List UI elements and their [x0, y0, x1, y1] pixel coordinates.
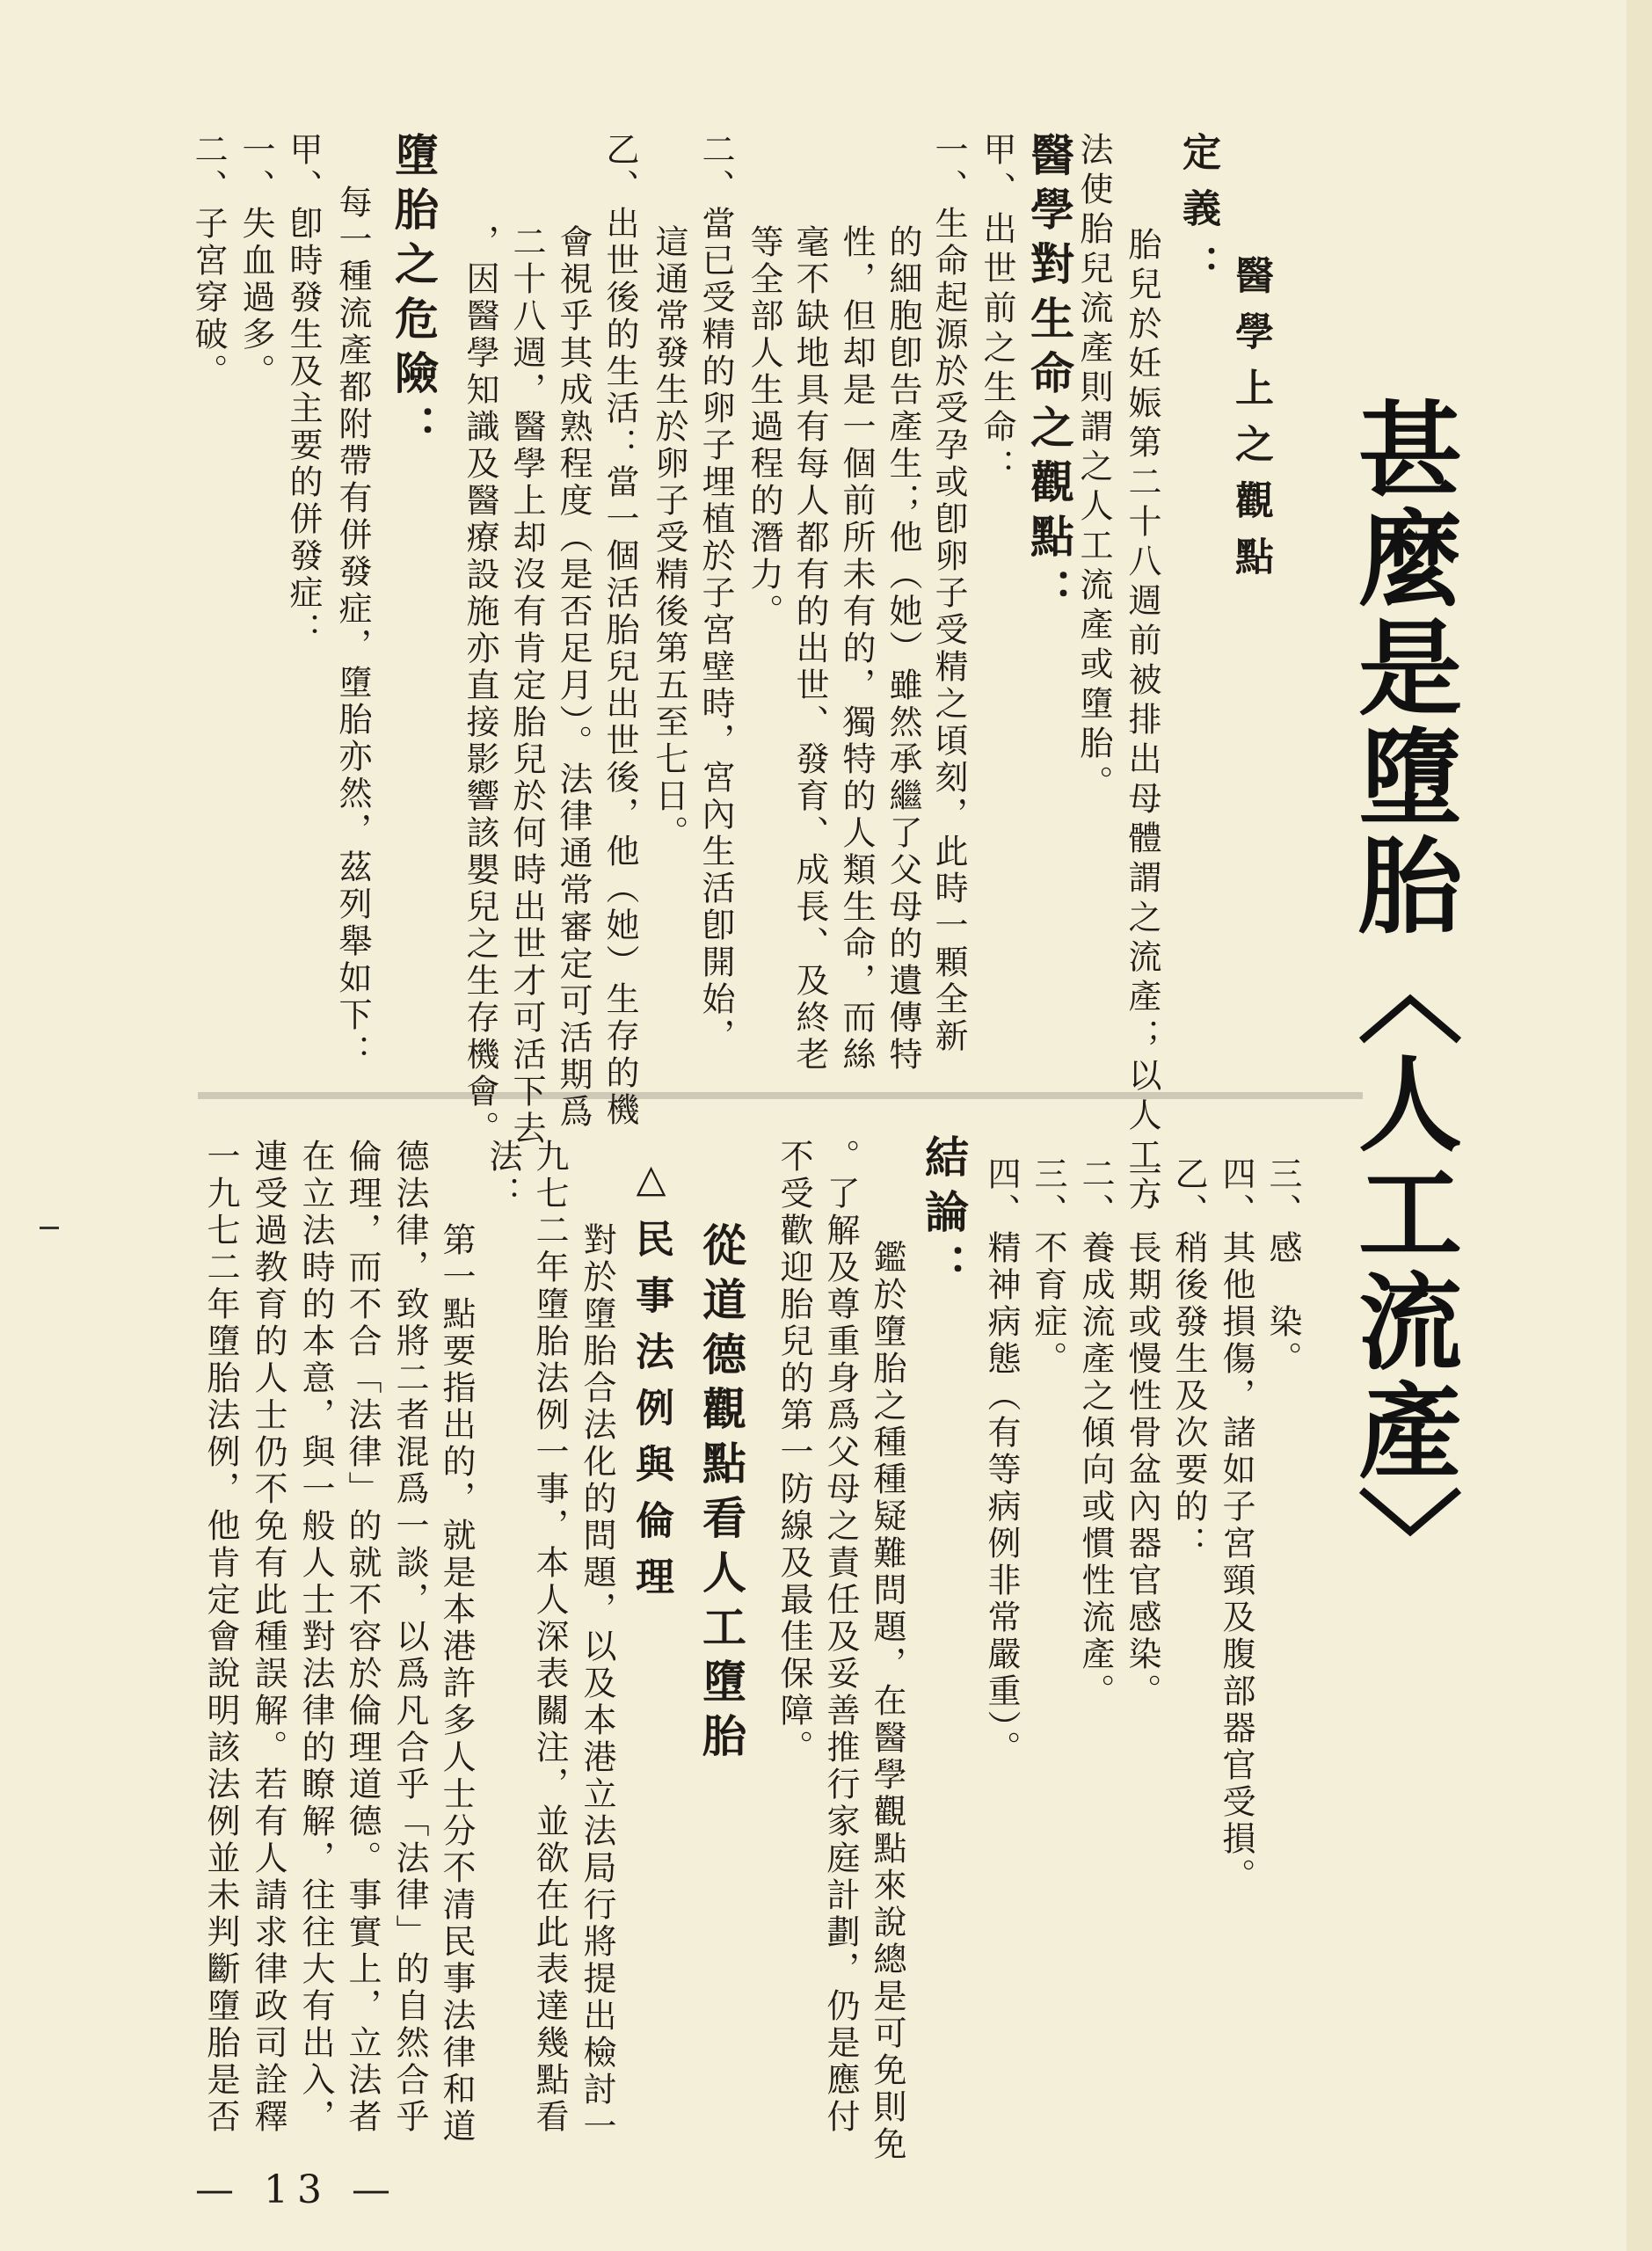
conclusion-line: 不受歡迎胎兒的第一防線及最佳保障。 — [775, 1139, 813, 1767]
conclusion-line: 鑑於墮胎之種種疑難問題，在醫學觀點來說總是可免則免 — [868, 1240, 906, 2163]
after-birth-line: ，因醫學知識及醫療設施亦直接影響該嬰兒之生存機會。 — [461, 224, 499, 1147]
after-birth-line: 二十八週，醫學上却沒有肯定胎兒於何時出世才可活下去 — [507, 224, 546, 1147]
after-birth-line: 乙、出世後的生活：當一個活胎兒出世後，他（她）生存的機 — [600, 132, 639, 1129]
civil-law-line: 連受過教育的人士仍不免有此種誤解。若有人請求律政司詮釋 — [249, 1139, 287, 2136]
definition-text: 胎兒於妊娠第二十八週前被排出母體謂之流產；以人工方 — [1123, 227, 1161, 1216]
civil-law-line: 德法律，致將二者混爲一談，以爲凡合乎「法律」的自然合乎 — [390, 1139, 429, 2136]
medical-life-heading: 醫學對生命之觀點： — [1023, 132, 1074, 623]
point-two-line: 二、當已受精的卵子埋植於子宮壁時，宮內生活卽開始， — [696, 132, 735, 1055]
subsection-before-birth: 甲、出世前之生命： — [978, 132, 1016, 488]
civil-law-heading: △民事法例與倫理 — [629, 1156, 673, 1613]
point-two-line: 這通常發生於卵子受精後第五至七日。 — [650, 224, 688, 852]
danger-text: 每一種流產都附帶有併發症，墮胎亦然，茲列舉如下： — [333, 185, 372, 1071]
page-title: 甚麼是墮胎〈人工流產〉 — [1341, 396, 1462, 1595]
margin-mark — [40, 1227, 59, 1229]
after-birth-line: 會視乎其成熟程度（是否足月）。法律通常審定可活期爲 — [554, 224, 593, 1131]
later-item: 三、不育症。 — [1029, 1156, 1067, 1378]
page-number: — 13 — — [195, 2167, 399, 2212]
section-heading-medical: 醫學上之觀點 — [1228, 255, 1273, 593]
page-gutter — [1627, 0, 1652, 2251]
civil-law-line: 第一點要指出的，就是本港許多人士分不清民事法律和道 — [437, 1222, 476, 2145]
complication-item: 一、失血過多。 — [237, 132, 275, 390]
point-one-line: 的細胞卽告產生；他（她）雖然承繼了父母的遺傳特 — [884, 224, 922, 1074]
civil-law-line: 對於墮胎合法化的問題，以及本港立法局行將提出檢討一 — [578, 1222, 616, 2145]
conclusion-line: 。了解及尊重身爲父母之責任及妥善推行家庭計劃，仍是應付 — [821, 1139, 860, 2136]
definition-label: 定義： — [1175, 132, 1220, 301]
column-divider — [198, 1092, 1363, 1099]
complication-item: 四、其他損傷，諸如子宮頸及腹部器官受損。 — [1217, 1156, 1255, 1895]
danger-heading: 墮胎之危險： — [388, 132, 439, 459]
definition-text: 法使胎兒流產則謂之人工流產或墮胎。 — [1074, 132, 1113, 805]
point-one-line: 毫不缺地具有每人都有的出世、發育、成長、及終老 — [790, 224, 829, 1074]
immediate-complications: 甲、卽時發生及主要的併發症： — [284, 132, 323, 649]
complication-item: 三、感 染。 — [1263, 1156, 1302, 1378]
complication-item: 二、子宮穿破。 — [189, 132, 228, 390]
later-item: 一、長期或慢性骨盆內器官感染。 — [1123, 1156, 1161, 1710]
civil-law-line: 一九七二年墮胎法例，他肯定會說明該法例並未判斷墮胎是否 — [201, 1139, 240, 2136]
later-item: 二、養成流產之傾向或慣性流產。 — [1076, 1156, 1115, 1710]
civil-law-line: 倫理，而不合「法律」的就不容於倫理道德。事實上，立法者 — [343, 1139, 382, 2136]
point-one-line: 等全部人生過程的潛力。 — [745, 224, 783, 630]
conclusion-heading: 結論： — [918, 1134, 969, 1298]
civil-law-line: 在立法時的本意，與一般人士對法律的瞭解，往往大有出入， — [296, 1139, 335, 2136]
later-item: 四、精神病態（有等病例非常嚴重）。 — [982, 1156, 1021, 1767]
civil-law-line: 法： — [484, 1139, 522, 1213]
section-heading-moral: 從道德觀點看人工墮胎 — [695, 1222, 746, 1767]
point-one-line: 一、生命起源於受孕或卽卵子受精之頃刻，此時一顆全新 — [929, 132, 968, 1055]
civil-law-line: 九七二年墮胎法例一事，本人深表關注，並欲在此表達幾點看 — [530, 1139, 569, 2136]
point-one-line: 性，但却是一個前所未有的，獨特的人類生命，而絲 — [837, 224, 876, 1074]
later-complications: 乙、稍後發生及次要的： — [1169, 1156, 1208, 1563]
